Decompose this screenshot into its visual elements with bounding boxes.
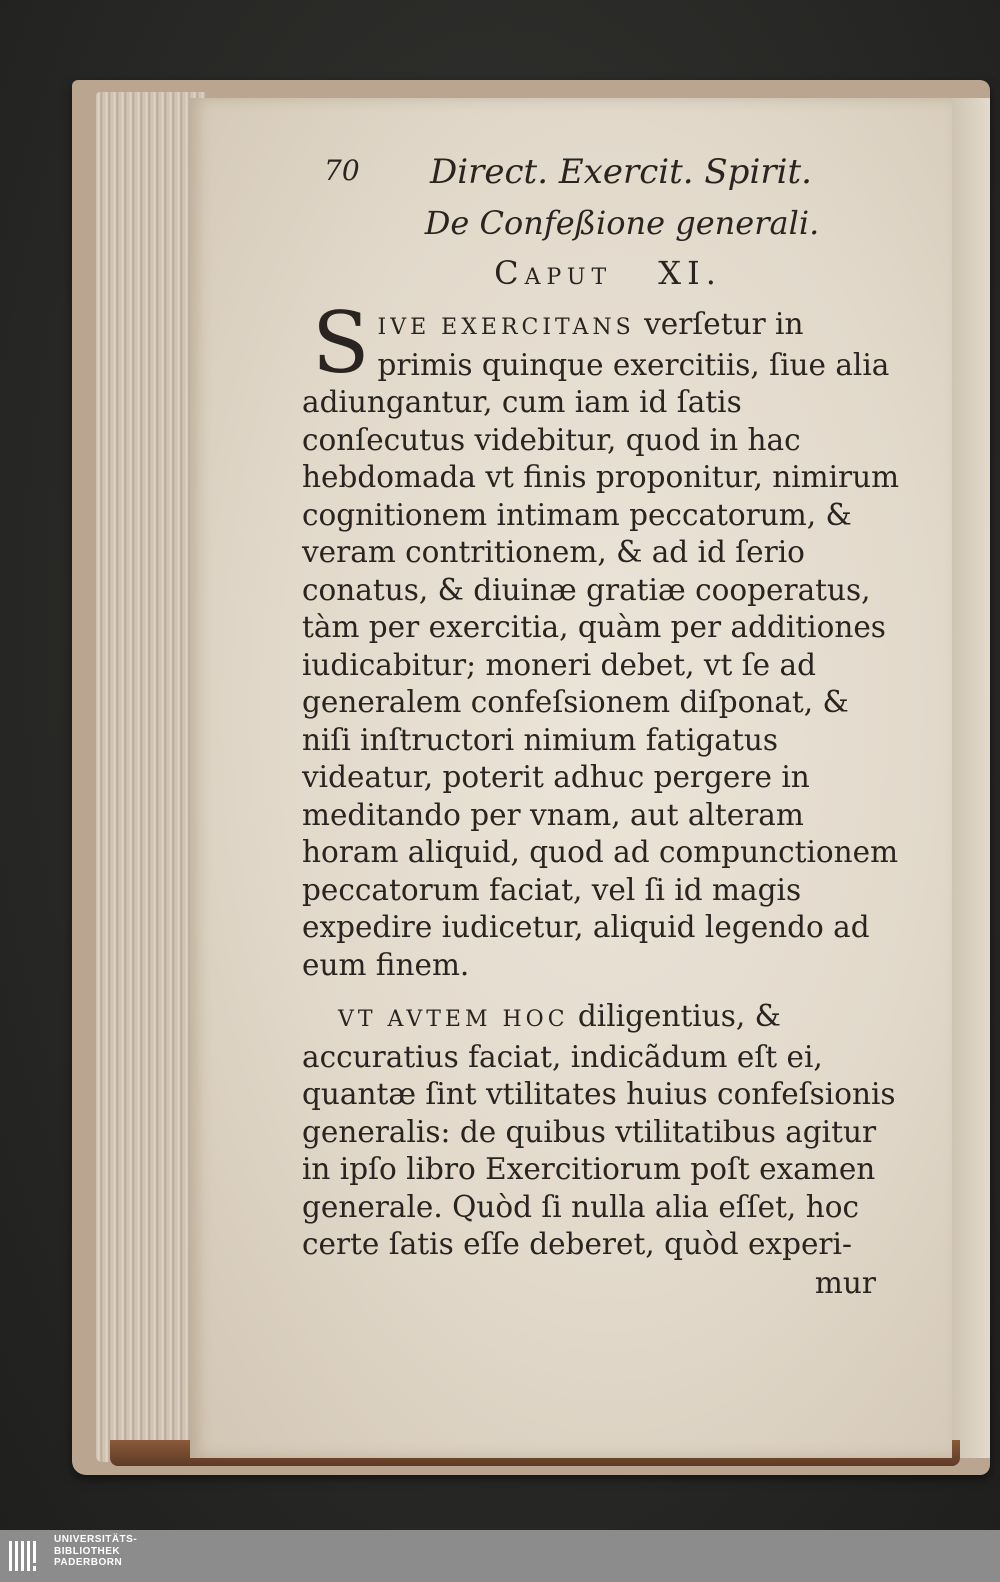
library-name-line-3: PADERBORN: [54, 1557, 123, 1568]
library-name-line-1: UNIVERSITÄTS-: [54, 1534, 138, 1545]
library-name: [54, 1534, 137, 1569]
paragraph-2-text: diligentius, & accuratius faciat, indicãdum eſt ei, quantæ ſint vtilitates huius confeſsionis generalis: de quibus vtilitatibus agitur in ipſo libro Exercitiorum poſt examen generale. Quòd ſi nulla alia eſſet, hoc certe ſatis eſſe deberet, quòd experi-: [302, 999, 896, 1261]
paragraph-1-text: verſetur in primis quinque exercitiis, ſiue alia adiungantur, cum iam id ſatis conſecutus videbitur, quod in hac hebdomada vt finis proponitur, nimirum cognitionem intimam peccatorum, & veram contritionem, & ad id ſerio conatus, & diuinæ gratiæ cooperatus, tàm per exercitia, quàm per additiones iudicabitur; moneri debet, vt ſe ad generalem confeſsionem diſponat, & niſi inſtructori nimium fatigatus videatur, poterit adhuc pergere in meditando per vnam, aut alteram horam aliquid, quod ad compunctionem peccatorum faciat, vel ſi id magis expedire iudicetur, aliquid legendo ad eum finem.: [302, 307, 900, 982]
paragraph-2: [302, 998, 902, 1264]
chapter-heading: [302, 254, 902, 292]
chapter-label: Caput: [494, 254, 613, 292]
paragraph-2-smallcaps: VT AVTEM HOC: [338, 1007, 569, 1032]
page-number: 70: [324, 154, 360, 187]
catchword: mur: [814, 1265, 876, 1300]
paragraph-1: [302, 294, 902, 984]
running-head: Direct. Exercit. Spirit.: [430, 152, 812, 192]
library-logo-icon: [8, 1538, 46, 1574]
facing-page-edge: [952, 98, 990, 1458]
paragraph-1-smallcaps: IVE EXERCITANS: [377, 315, 635, 340]
page-header: [302, 148, 902, 192]
library-name-line-2: BIBLIOTHEK: [54, 1545, 121, 1557]
section-title: De Confeßione generali.: [424, 204, 820, 242]
library-footer-bar: [0, 1530, 1000, 1582]
chapter-number: XI.: [658, 254, 722, 292]
drop-cap: S: [312, 294, 370, 392]
page-text-block: [302, 148, 902, 1300]
